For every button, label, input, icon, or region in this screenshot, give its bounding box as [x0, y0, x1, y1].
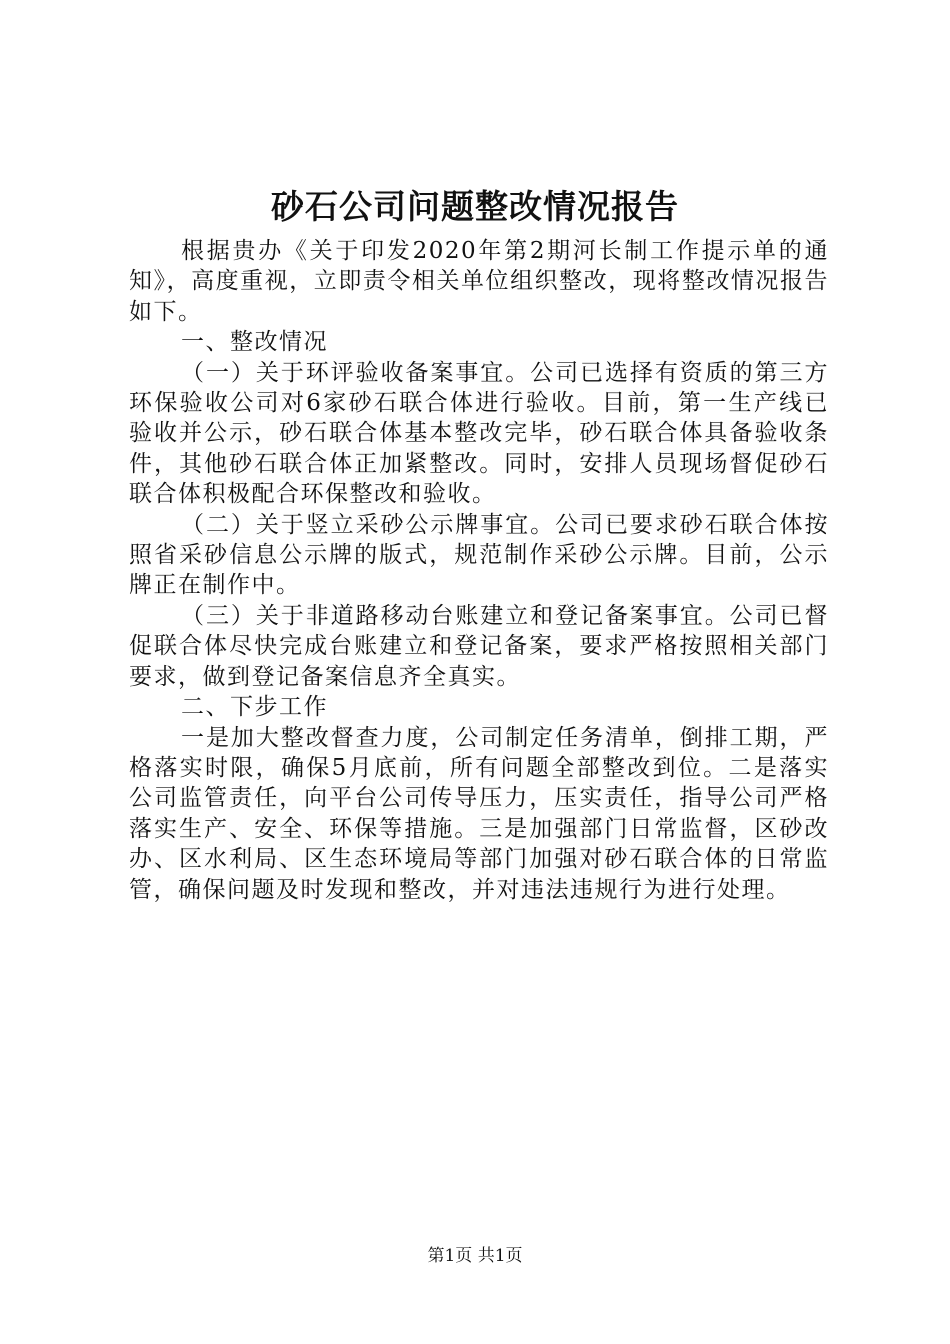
item-environmental-acceptance: （一）关于环评验收备案事宜。公司已选择有资质的第三方环保验收公司对6家砂石联合体进行验收。目前，第一生产线已验收并公示，砂石联合体基本整改完毕，砂石联合体具备验收条件，其他砂石联合体正加紧整改。同时，安排人员现场督促砂石联合体积极配合环保整改和验收。 — [129, 359, 829, 508]
item-sand-mining-signboard: （二）关于竖立采砂公示牌事宜。公司已要求砂石联合体按照省采砂信息公示牌的版式，规范制作采砂公示牌。目前，公示牌正在制作中。 — [129, 511, 829, 599]
document-title: 砂石公司问题整改情况报告 — [271, 187, 679, 226]
intro-paragraph: 根据贵办《关于印发2020年第2期河长制工作提示单的通知》，高度重视，立即责令相关单位组织整改，现将整改情况报告如下。 — [129, 238, 829, 325]
section-heading-rectification: 一、整改情况 — [181, 329, 328, 356]
document-body — [129, 236, 829, 905]
next-steps-paragraph: 一是加大整改督查力度，公司制定任务清单，倒排工期，严格落实时限，确保5月底前，所有问题全部整改到位。二是落实公司监管责任，向平台公司传导压力，压实责任，指导公司严格落实生产、安全、环保等措施。三是加强部门日常监督，区砂改办、区水利局、区生态环境局等部门加强对砂石联合体的日常监管，确保问题及时发现和整改，并对违法违规行为进行处理。 — [129, 724, 829, 903]
page-number-footer: 第1页 共1页 — [427, 1246, 523, 1266]
section-heading-next-steps: 二、下步工作 — [181, 694, 328, 721]
item-non-road-ledger: （三）关于非道路移动台账建立和登记备案事宜。公司已督促联合体尽快完成台账建立和登记备案，要求严格按照相关部门要求，做到登记备案信息齐全真实。 — [129, 602, 829, 690]
